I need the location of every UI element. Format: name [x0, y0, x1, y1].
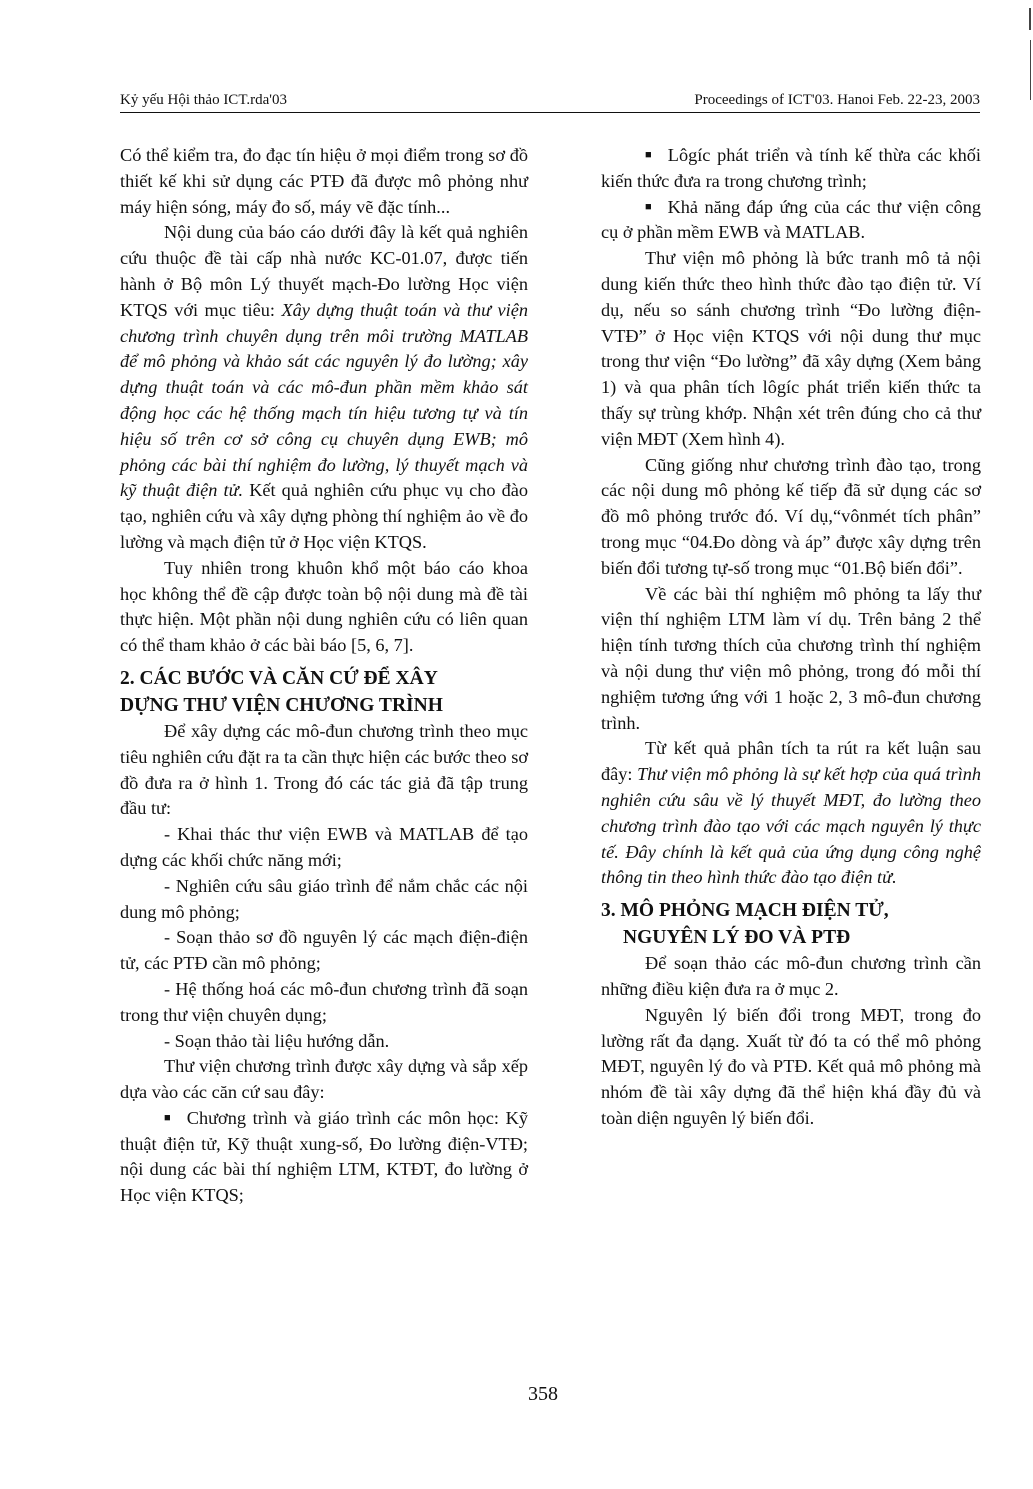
paragraph: Thư viện chương trình được xây dựng và sắp xếp dựa vào các căn cứ sau đây:	[120, 1056, 528, 1103]
bullet-text: Lôgíc phát triển và tính kế thừa các khối kiến thức đưa ra trong chương trình;	[601, 145, 981, 191]
bullet-text: Khả năng đáp ứng của các thư viện công cụ ở phần mềm EWB và MATLAB.	[601, 196, 981, 243]
paragraph: Để xây dựng các mô-đun chương trình theo mục tiêu nghiên cứu đặt ra ta cần thực hiện các bước theo sơ đồ đưa ra ở hình 1. Trong đó các tác giả đã tập trung đầu tư:	[120, 720, 528, 819]
bullet-item	[601, 143, 981, 195]
dash-item: - Soạn thảo sơ đồ nguyên lý các mạch điện-điện tử, các PTĐ cần mô phỏng;	[120, 927, 528, 974]
scan-edge-mark	[1030, 40, 1031, 100]
square-bullet-icon: ■	[645, 200, 654, 213]
paragraph-conclusion	[601, 736, 981, 891]
dash-item: - Khai thác thư viện EWB và MATLAB để tạo dựng các khối chức năng mới;	[120, 824, 528, 870]
paragraph-objectives	[120, 220, 528, 555]
bullet-text: Chương trình và giáo trình các môn học: Kỹ thuật điện tử, Kỹ thuật xung-số, Đo lường điện-VTĐ; nội dung các bài thí nghiệm LTM, KTĐT, đo lường ở Học viện KTQS;	[120, 1107, 528, 1206]
paragraph: Về các bài thí nghiệm mô phỏng ta lấy thư viện thí nghiệm LTM làm ví dụ. Trên bảng 2 thể hiện tính tương thích của chương trình thí nghiệm và nội dung thư viện mô phỏng, trong đó mỗi thí nghiệm tương ứng với 1 hoặc 2, 3 mô-đun chương trình.	[601, 583, 981, 733]
header-right-text: Proceedings of ICT'03. Hanoi Feb. 22-23, 2003	[694, 92, 980, 108]
section-heading-2	[120, 665, 528, 719]
text: Nội dung của báo cáo dưới đây là kết quả nghiên cứu thuộc đề tài cấp nhà nước KC-01.07, được tiến hành ở Bộ môn Lý thuyết mạch-Đo lường Học viện KTQS với mục tiêu:	[120, 222, 528, 320]
paragraph: Thư viện mô phỏng là bức tranh mô tả nội dung kiến thức theo hình thức đào tạo điện tử. Ví dụ, nếu so sánh chương trình “Đo lường điện-VTĐ” ở Học viện KTQS với nội dung thư mục trong thư viện “Đo lường” đã xây dựng (Xem bảng 1) và qua phân tích lôgíc phát triển kiến thức ta thấy sự trùng khớp. Nhận xét trên đúng cho cả thư viện MĐT (Xem hình 4).	[601, 248, 981, 449]
paragraph: Cũng giống như chương trình đào tạo, trong các nội dung mô phỏng kế tiếp đã sử dụng các sơ đồ mô phỏng trước đó. Ví dụ,“vônmét tích phân” trong mục “04.Đo dòng và áp” được xây dựng trên biến đổi tương tự-số trong mục “01.Bộ biến đổi”.	[601, 454, 981, 578]
paragraph: Nguyên lý biến đổi trong MĐT, trong đo lường rất đa dạng. Xuất từ đó ta có thể mô phỏng MĐT, nguyên lý đo và PTĐ. Kết quả mô phỏng mà nhóm đề tài xây dựng đã thể hiện khá đầy đủ và toàn diện nguyên lý biến đổi.	[601, 1004, 981, 1128]
header-left-text: Kỷ yếu Hội thảo ICT.rda'03	[120, 92, 287, 108]
dash-item: - Hệ thống hoá các mô-đun chương trình đã soạn trong thư viện chuyên dụng;	[120, 978, 528, 1025]
right-column	[601, 143, 981, 1132]
italic-text: Thư viện mô phỏng là sự kết hợp của quá trình nghiên cứu sâu về lý thuyết MĐT, đo lường theo chương trình đào tạo với các mạch nguyên lý thực tế. Đây chính là kết quả của ứng dụng công nghệ thông tin theo hình thức đào tạo điện tử.	[601, 764, 982, 888]
dash-item: - Soạn thảo tài liệu hướng dẫn.	[164, 1030, 390, 1051]
square-bullet-icon: ■	[645, 149, 654, 161]
heading-line: DỰNG THƯ VIỆN CHƯƠNG TRÌNH	[120, 694, 443, 716]
left-column	[120, 143, 528, 1209]
bullet-item	[601, 195, 981, 247]
heading-line: 2. CÁC BƯỚC VÀ CĂN CỨ ĐỂ XÂY	[120, 667, 438, 689]
italic-text: Xây dựng thuật toán và thư viện chương trình chuyên dụng trên môi trường MATLAB để mô phỏng và khảo sát các nguyên lý đo lường; xây dựng thuật toán và các mô-đun phần mềm khảo sát động học các hệ thống mạch tín hiệu tương tự và tín hiệu số trên cơ sở công cụ chuyên dụng EWB; mô phỏng các bài thí nghiệm đo lường, lý thuyết mạch và kỹ thuật điện tử.	[120, 299, 528, 501]
heading-line: NGUYÊN LÝ ĐO VÀ PTĐ	[623, 927, 851, 949]
paragraph: Để soạn thảo các mô-đun chương trình cần những điều kiện đưa ra ở mục 2.	[601, 953, 981, 999]
text: Từ kết quả phân tích ta rút ra kết luận sau đây:	[601, 738, 981, 785]
page-number: 358	[528, 1383, 558, 1405]
paragraph: Tuy nhiên trong khuôn khổ một báo cáo khoa học không thể đề cập được toàn bộ nội dung mà đề tài thực hiện. Một phần nội dung nghiên cứu có liên quan có thể tham khảo ở các bài báo [5, 6, 7].	[120, 557, 528, 656]
text: Kết quả nghiên cứu phục vụ cho đào tạo, nghiên cứu và xây dựng phòng thí nghiệm ảo về đo lường và mạch điện tử ở Học viện KTQS.	[120, 480, 528, 552]
scan-edge-mark	[1029, 8, 1031, 30]
square-bullet-icon: ■	[164, 1111, 173, 1124]
heading-line: 3. MÔ PHỎNG MẠCH ĐIỆN TỬ,	[601, 900, 889, 922]
bullet-item	[120, 1106, 528, 1209]
dash-item: - Nghiên cứu sâu giáo trình để nắm chắc các nội dung mô phỏng;	[120, 875, 528, 922]
header-rule	[120, 112, 980, 113]
paragraph: Có thể kiểm tra, đo đạc tín hiệu ở mọi điểm trong sơ đồ thiết kế khi sử dụng các PTĐ đã được mô phỏng như máy hiện sóng, máy đo số, máy vẽ đặc tính...	[120, 145, 528, 217]
section-heading-3	[601, 897, 981, 951]
